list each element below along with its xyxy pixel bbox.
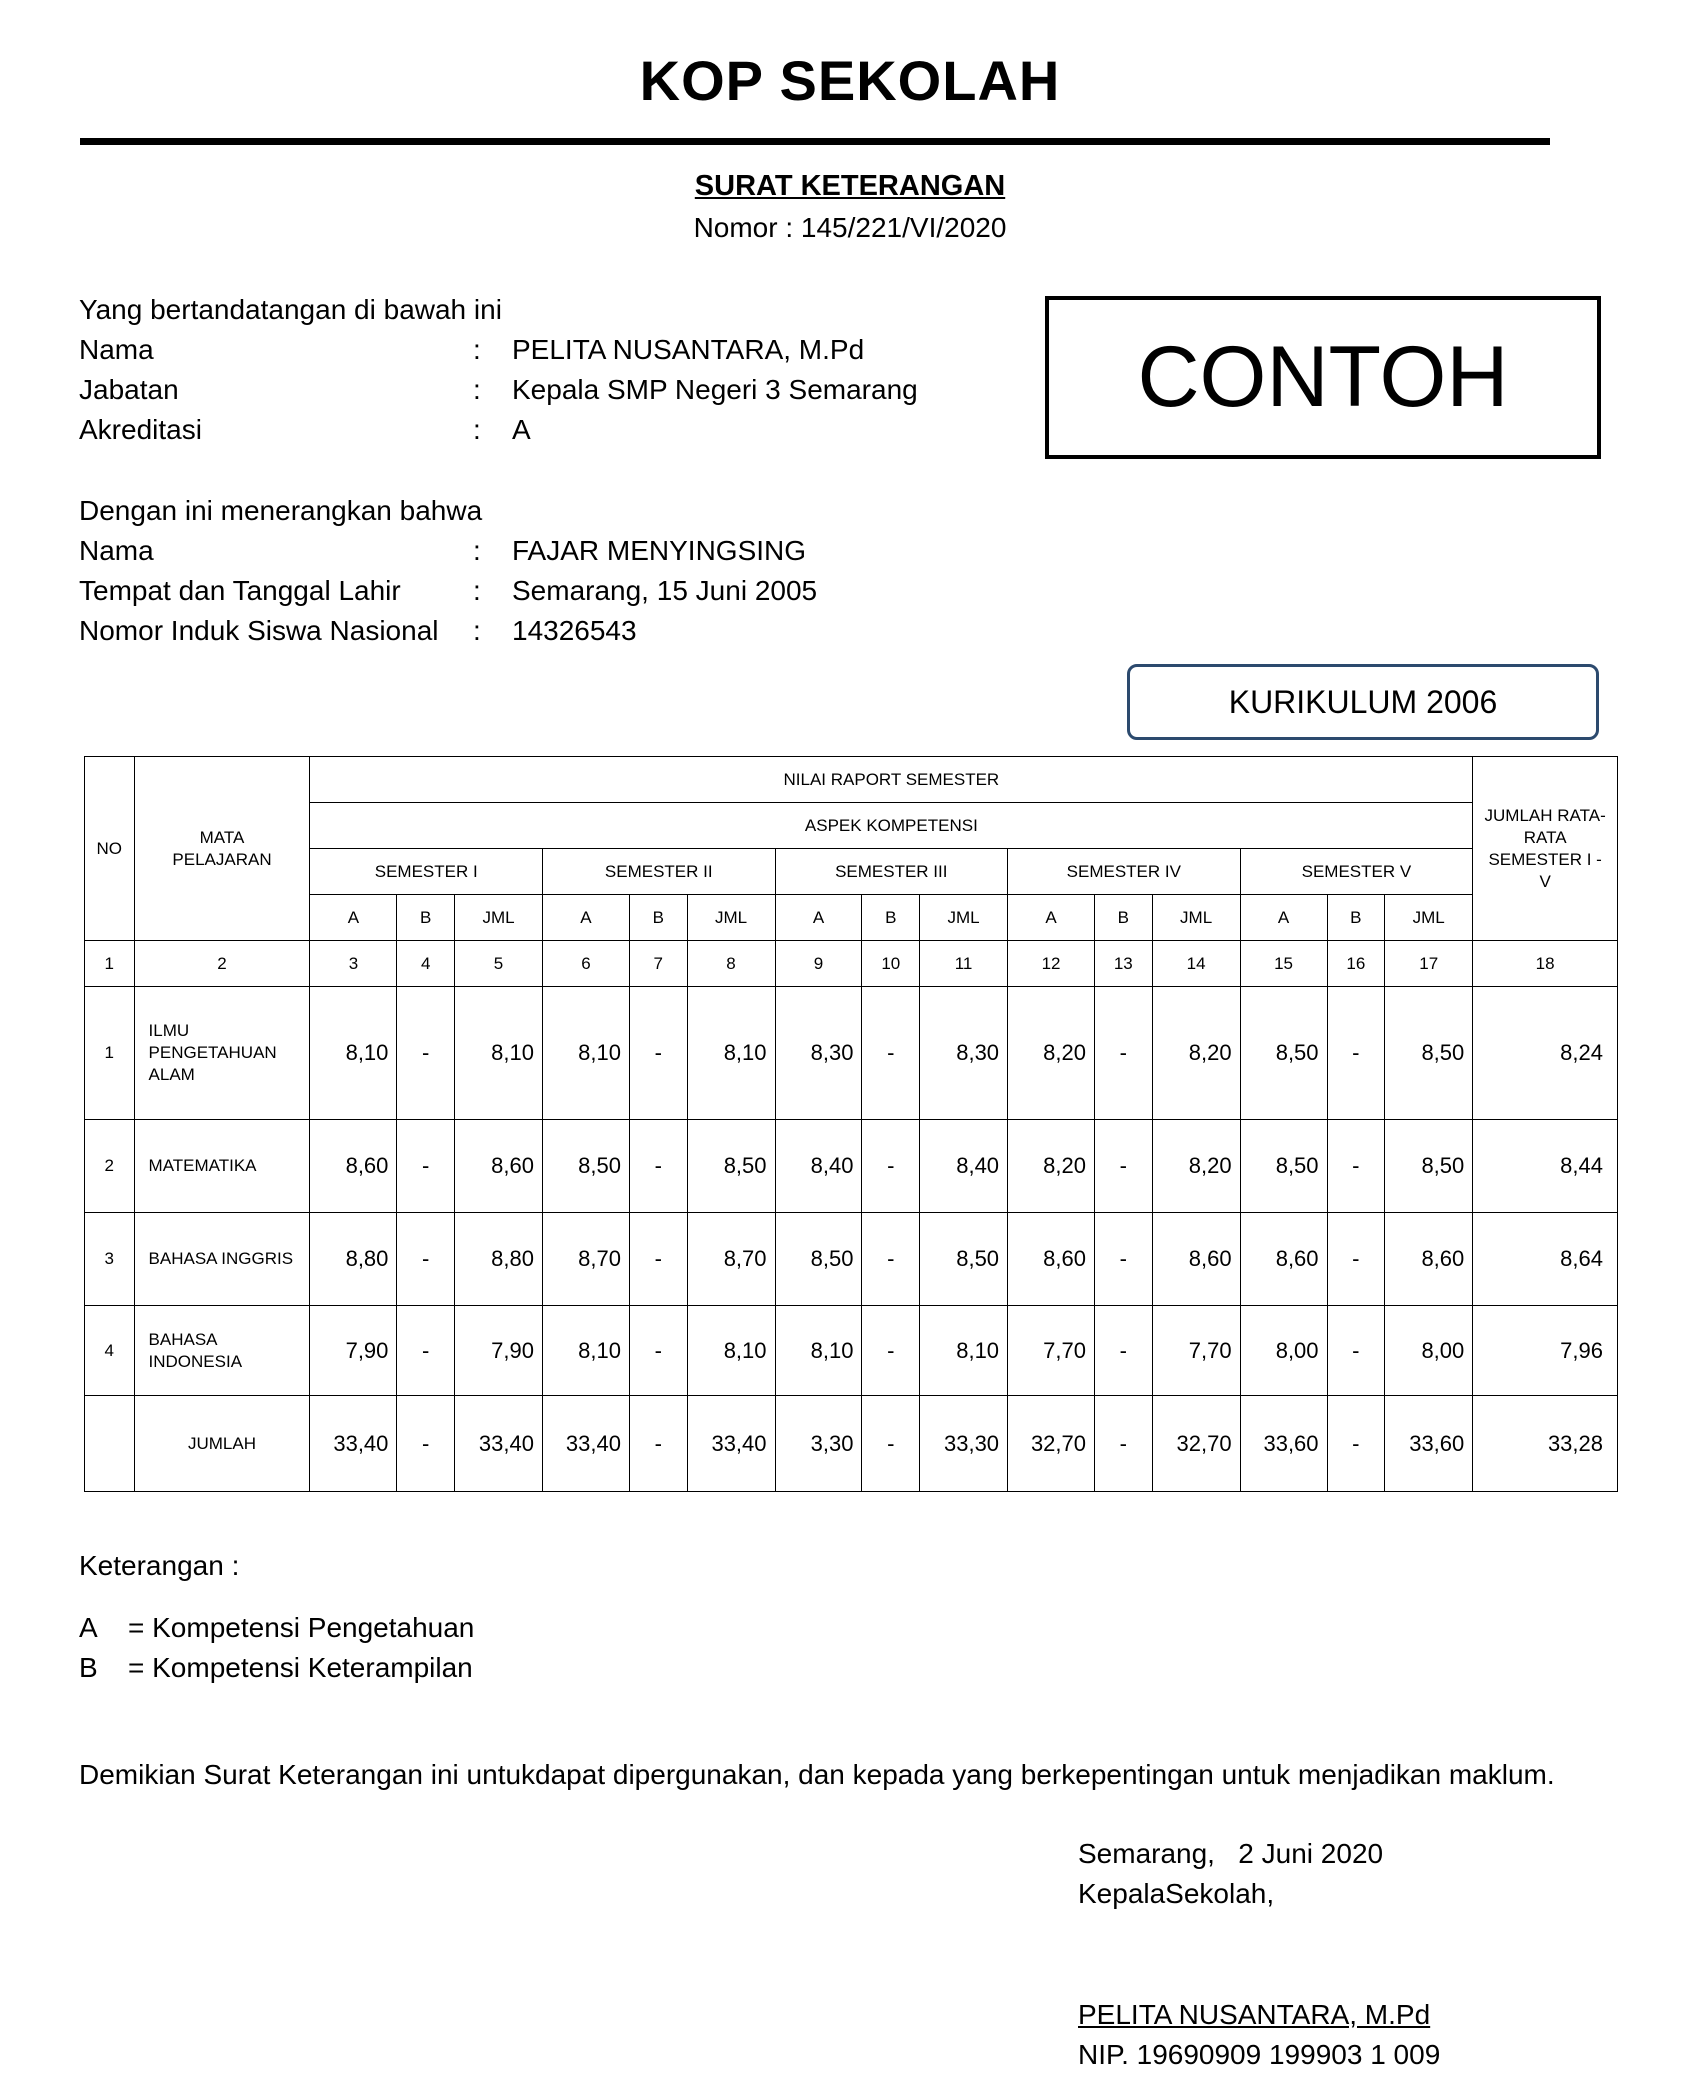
total-cell: -	[1327, 1396, 1385, 1492]
grade-cell: 8,40	[920, 1120, 1008, 1213]
column-number: 13	[1095, 941, 1153, 987]
total-cell: -	[1095, 1396, 1153, 1492]
subject-name: BAHASA INGGRIS	[134, 1213, 310, 1306]
grade-cell: 8,20	[1008, 1120, 1095, 1213]
column-number: 14	[1152, 941, 1240, 987]
column-number: 4	[397, 941, 455, 987]
grade-cell: -	[1327, 1120, 1385, 1213]
subject-name: MATEMATIKA	[134, 1120, 310, 1213]
header-sub: A	[775, 895, 862, 941]
kop-sekolah: KOP SEKOLAH	[639, 49, 1061, 112]
grade-cell: 8,60	[1385, 1213, 1473, 1306]
total-cell: 3,30	[775, 1396, 862, 1492]
grade-cell: -	[862, 1213, 920, 1306]
row-number: 4	[85, 1306, 135, 1396]
grade-cell: 8,50	[1385, 987, 1473, 1120]
signature-position: KepalaSekolah,	[1078, 1878, 1275, 1909]
grade-cell: -	[629, 987, 687, 1120]
header-sub: JML	[1152, 895, 1240, 941]
signer-accreditation-value: A	[512, 414, 531, 445]
average-cell: 8,64	[1473, 1213, 1618, 1306]
student-intro: Dengan ini menerangkan bahwa	[79, 495, 483, 526]
letter-title: SURAT KETERANGAN	[694, 170, 1006, 202]
total-cell: -	[862, 1396, 920, 1492]
total-cell: 33,60	[1240, 1396, 1327, 1492]
grade-cell: 8,60	[1008, 1213, 1095, 1306]
column-number: 17	[1385, 941, 1473, 987]
column-number: 7	[629, 941, 687, 987]
grade-cell: 8,30	[775, 987, 862, 1120]
header-semester: SEMESTER V	[1240, 849, 1473, 895]
header-sub: B	[862, 895, 920, 941]
student-birth-sep: :	[473, 575, 481, 606]
grade-cell: 8,50	[1240, 1120, 1327, 1213]
legend-desc-b: = Kompetensi Keterampilan	[128, 1652, 473, 1683]
grade-cell: -	[1327, 987, 1385, 1120]
row-number: 1	[85, 987, 135, 1120]
grade-cell: -	[1327, 1306, 1385, 1396]
average-cell: 8,24	[1473, 987, 1618, 1120]
student-birth-value: Semarang, 15 Juni 2005	[512, 575, 818, 606]
header-semester: SEMESTER I	[310, 849, 543, 895]
student-nisn-value: 14326543	[512, 615, 637, 646]
column-number: 11	[920, 941, 1008, 987]
grade-cell: 8,20	[1152, 1120, 1240, 1213]
table-row	[85, 1306, 1618, 1396]
signer-accreditation-sep: :	[473, 414, 481, 445]
table-row	[85, 987, 1618, 1120]
total-cell: 32,70	[1008, 1396, 1095, 1492]
total-cell: 33,40	[310, 1396, 397, 1492]
signature-nip: NIP. 19690909 199903 1 009	[1078, 2039, 1441, 2070]
header-sub: B	[397, 895, 455, 941]
header-sub: B	[1327, 895, 1385, 941]
grade-cell: 8,10	[687, 1306, 775, 1396]
header-average: JUMLAH RATA-RATA SEMESTER I - V	[1473, 757, 1618, 941]
grade-cell: 8,70	[687, 1213, 775, 1306]
grade-cell: 8,50	[1385, 1120, 1473, 1213]
student-name-label: Nama	[79, 535, 154, 566]
total-average-cell: 33,28	[1473, 1396, 1618, 1492]
subject-name: ILMU PENGETAHUAN ALAM	[134, 987, 310, 1120]
grade-cell: -	[397, 1306, 455, 1396]
grade-cell: 8,60	[455, 1120, 543, 1213]
header-sub: JML	[1385, 895, 1473, 941]
average-cell: 8,44	[1473, 1120, 1618, 1213]
total-label: JUMLAH	[134, 1396, 310, 1492]
grade-cell: -	[397, 987, 455, 1120]
header-rule	[80, 138, 1550, 145]
grade-cell: 8,80	[310, 1213, 397, 1306]
signature-place-date: Semarang, 2 Juni 2020	[1078, 1838, 1384, 1869]
table-row	[85, 1213, 1618, 1306]
column-number: 5	[455, 941, 543, 987]
header-sub: JML	[455, 895, 543, 941]
grade-cell: 8,30	[920, 987, 1008, 1120]
total-cell: -	[397, 1396, 455, 1492]
signer-name-sep: :	[473, 334, 481, 365]
total-cell: 33,30	[920, 1396, 1008, 1492]
total-cell: 33,40	[542, 1396, 629, 1492]
grade-cell: 7,90	[310, 1306, 397, 1396]
column-number: 3	[310, 941, 397, 987]
sample-stamp: CONTOH	[1045, 296, 1601, 459]
column-number: 15	[1240, 941, 1327, 987]
column-number: 8	[687, 941, 775, 987]
grade-cell: 8,70	[542, 1213, 629, 1306]
grade-cell: 8,10	[775, 1306, 862, 1396]
total-cell: 33,60	[1385, 1396, 1473, 1492]
total-row-blank	[85, 1396, 135, 1492]
grade-cell: -	[397, 1120, 455, 1213]
header-semester: SEMESTER IV	[1008, 849, 1241, 895]
column-number-row	[85, 941, 1618, 987]
subject-name: BAHASA INDONESIA	[134, 1306, 310, 1396]
header-sub: JML	[687, 895, 775, 941]
grade-cell: 8,10	[455, 987, 543, 1120]
header-no: NO	[85, 757, 135, 941]
row-number: 3	[85, 1213, 135, 1306]
grade-cell: 8,50	[920, 1213, 1008, 1306]
grade-cell: 8,00	[1240, 1306, 1327, 1396]
grades-table	[84, 756, 1618, 1492]
grade-cell: 8,60	[310, 1120, 397, 1213]
grade-cell: 7,70	[1152, 1306, 1240, 1396]
grade-cell: 7,90	[455, 1306, 543, 1396]
curriculum-badge: KURIKULUM 2006	[1127, 664, 1599, 740]
grade-cell: -	[1095, 987, 1153, 1120]
grade-cell: -	[1095, 1306, 1153, 1396]
column-number: 1	[85, 941, 135, 987]
grade-cell: 8,50	[687, 1120, 775, 1213]
signer-name-value: PELITA NUSANTARA, M.Pd	[512, 334, 865, 365]
grade-cell: 8,50	[775, 1213, 862, 1306]
grade-cell: 8,10	[920, 1306, 1008, 1396]
student-nisn-label: Nomor Induk Siswa Nasional	[79, 615, 439, 646]
grade-cell: -	[629, 1120, 687, 1213]
legend-desc-a: = Kompetensi Pengetahuan	[128, 1612, 475, 1643]
grade-cell: 8,10	[542, 987, 629, 1120]
header-sub: A	[1008, 895, 1095, 941]
column-number: 9	[775, 941, 862, 987]
grade-cell: -	[629, 1306, 687, 1396]
grade-cell: 8,80	[455, 1213, 543, 1306]
signer-intro: Yang bertandatangan di bawah ini	[79, 294, 502, 325]
header-sub: JML	[920, 895, 1008, 941]
grade-cell: -	[629, 1213, 687, 1306]
header-competency-aspect: ASPEK KOMPETENSI	[310, 803, 1473, 849]
grade-cell: 7,70	[1008, 1306, 1095, 1396]
total-cell: 33,40	[687, 1396, 775, 1492]
total-cell: 32,70	[1152, 1396, 1240, 1492]
header-sub: A	[310, 895, 397, 941]
grade-cell: 8,10	[687, 987, 775, 1120]
grade-cell: 8,20	[1008, 987, 1095, 1120]
header-sub: B	[629, 895, 687, 941]
grade-cell: -	[862, 1306, 920, 1396]
signature-name: PELITA NUSANTARA, M.Pd	[1078, 1999, 1431, 2030]
closing-statement: Demikian Surat Keterangan ini untukdapat dipergunakan, dan kepada yang berkepentingan untuk menjadikan maklum.	[79, 1759, 1555, 1790]
grade-cell: 8,10	[542, 1306, 629, 1396]
header-semester: SEMESTER II	[542, 849, 775, 895]
student-name-value: FAJAR MENYINGSING	[512, 535, 807, 566]
grade-cell: -	[862, 987, 920, 1120]
signer-position-value: Kepala SMP Negeri 3 Semarang	[512, 374, 918, 405]
column-number: 10	[862, 941, 920, 987]
grade-cell: -	[1095, 1120, 1153, 1213]
table-row	[85, 1120, 1618, 1213]
column-number: 12	[1008, 941, 1095, 987]
grade-cell: -	[862, 1120, 920, 1213]
legend-key-a: A	[79, 1612, 98, 1643]
grade-cell: 8,20	[1152, 987, 1240, 1120]
grade-cell: 8,00	[1385, 1306, 1473, 1396]
column-number: 18	[1473, 941, 1618, 987]
signer-position-sep: :	[473, 374, 481, 405]
legend-title: Keterangan :	[79, 1550, 240, 1581]
header-sub: A	[542, 895, 629, 941]
signer-name-label: Nama	[79, 334, 154, 365]
student-name-sep: :	[473, 535, 481, 566]
grade-cell: -	[1095, 1213, 1153, 1306]
header-sub: B	[1095, 895, 1153, 941]
student-nisn-sep: :	[473, 615, 481, 646]
average-cell: 7,96	[1473, 1306, 1618, 1396]
grade-cell: 8,60	[1152, 1213, 1240, 1306]
grade-cell: 8,60	[1240, 1213, 1327, 1306]
total-row	[85, 1396, 1618, 1492]
letter-number: Nomor : 145/221/VI/2020	[693, 212, 1007, 243]
grade-cell: 8,50	[542, 1120, 629, 1213]
header-sub: A	[1240, 895, 1327, 941]
signer-accreditation-label: Akreditasi	[79, 414, 202, 445]
grade-cell: 8,40	[775, 1120, 862, 1213]
total-cell: -	[629, 1396, 687, 1492]
column-number: 6	[542, 941, 629, 987]
student-birth-label: Tempat dan Tanggal Lahir	[79, 575, 401, 606]
column-number: 16	[1327, 941, 1385, 987]
header-semester: SEMESTER III	[775, 849, 1008, 895]
signer-position-label: Jabatan	[79, 374, 179, 405]
grade-cell: 8,50	[1240, 987, 1327, 1120]
total-cell: 33,40	[455, 1396, 543, 1492]
grade-cell: -	[397, 1213, 455, 1306]
header-report-grades: NILAI RAPORT SEMESTER	[310, 757, 1473, 803]
header-subject: MATA PELAJARAN	[134, 757, 310, 941]
grade-cell: -	[1327, 1213, 1385, 1306]
column-number: 2	[134, 941, 310, 987]
grade-cell: 8,10	[310, 987, 397, 1120]
row-number: 2	[85, 1120, 135, 1213]
legend-key-b: B	[79, 1652, 98, 1683]
